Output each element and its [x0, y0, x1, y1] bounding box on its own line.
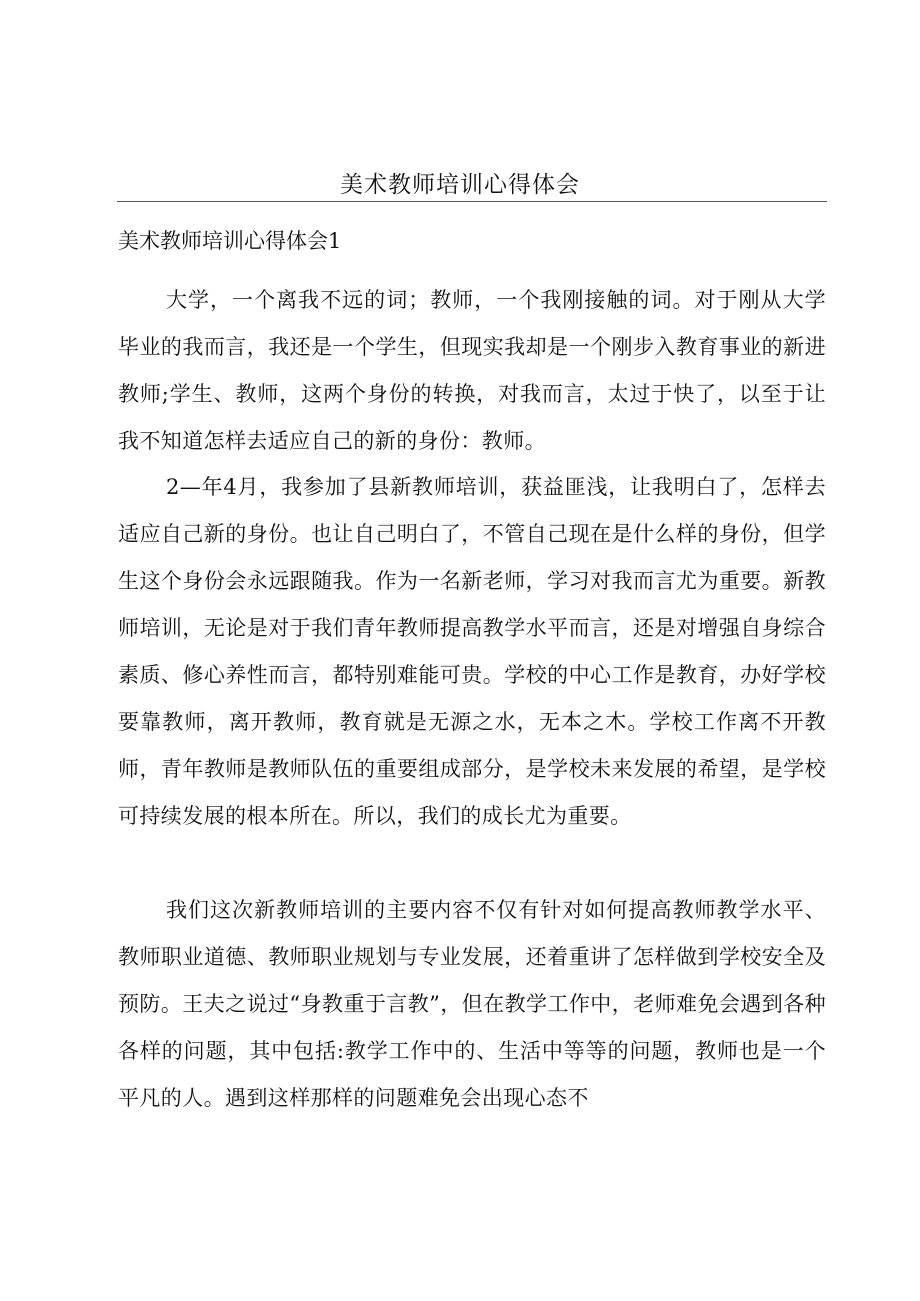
document-title: 美术教师培训心得体会 — [340, 172, 580, 198]
paragraph-1: 大学，一个离我不远的词；教师，一个我刚接触的词。对于刚从大学毕业的我而言，我还是一个学生，但现实我却是一个刚步入教育事业的新进教师;学生、教师，这两个身份的转换，对我而言，太过于快了，以至于让我不知道怎样去适应自己的新的身份：教师。 — [118, 288, 826, 453]
paragraph-3: 我们这次新教师培训的主要内容不仅有针对如何提高教师教学水平、教师职业道德、教师职业规划与专业发展，还着重讲了怎样做到学校安全及预防。王夫之说过“身教重于言教”，但在教学工作中，老师难免会遇到各种各样的问题，其中包括:教学工作中的、生活中等等的问题，教师也是一个平凡的人。遇到这样那样的问题难免会出现心态不 — [118, 898, 826, 1110]
paragraph-2: 2—年4月，我参加了县新教师培训，获益匪浅，让我明白了，怎样去适应自己新的身份。也让自己明白了，不管自己现在是什么样的身份，但学生这个身份会永远跟随我。作为一名新老师，学习对我而言尤为重要。新教师培训，无论是对于我们青年教师提高教学水平而言，还是对增强自身综合素质、修心养性而言，都特别难能可贵。学校的中心工作是教育，办好学校要靠教师，离开教师，教育就是无源之水，无本之木。学校工作离不开教师，青年教师是教师队伍的重要组成部分，是学校未来发展的希望，是学校可持续发展的根本所在。所以，我们的成长尤为重要。 — [118, 475, 826, 828]
title-divider — [117, 201, 827, 202]
section-heading: 美术教师培训心得体会1 — [118, 229, 342, 253]
